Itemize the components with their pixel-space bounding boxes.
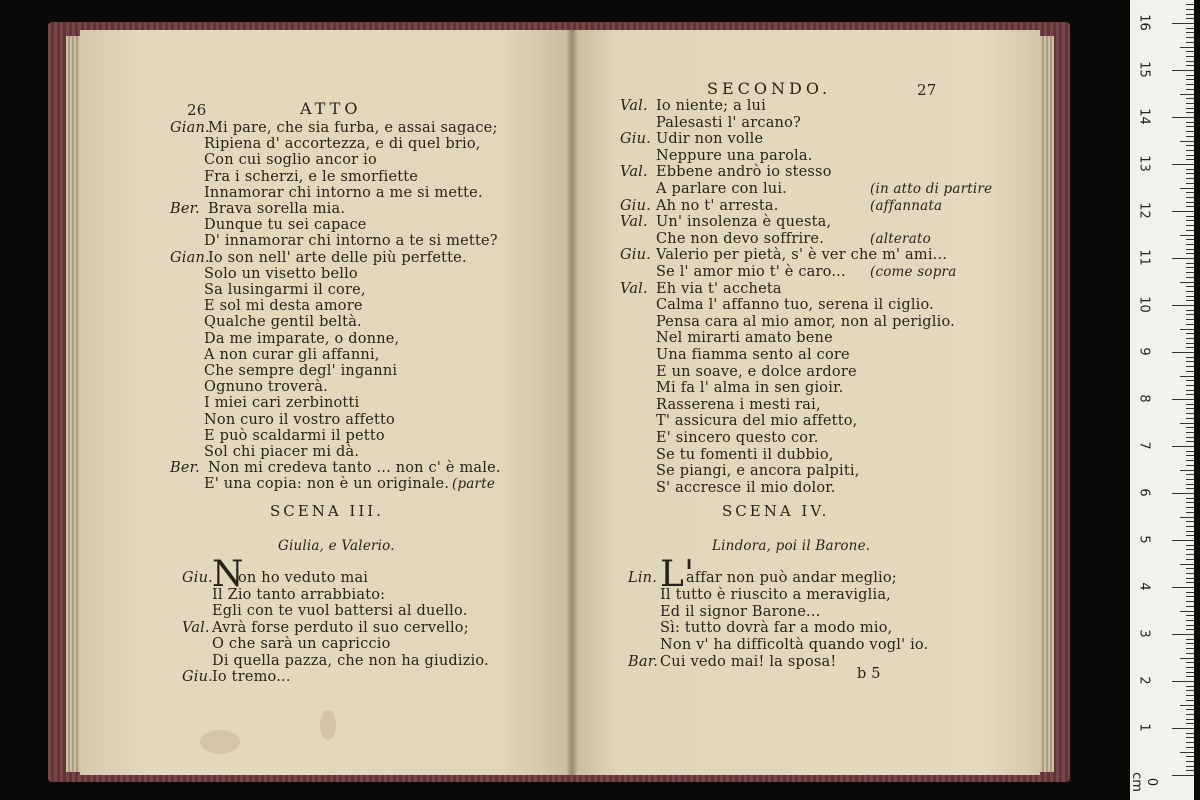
verse-line: Sol chi piacer mi dà. <box>204 444 360 460</box>
stage-direction: (in atto di partire <box>870 181 993 197</box>
ruler-tick <box>1186 291 1194 292</box>
speaker-label: Ber. <box>170 201 200 217</box>
stage-direction: (affannata <box>870 197 943 214</box>
ruler-tick <box>1186 549 1194 550</box>
ruler-tick <box>1186 460 1194 461</box>
ruler-tick <box>1172 211 1194 212</box>
ruler-tick <box>1180 470 1194 471</box>
verse-line: Ripiena d' accortezza, e di quel brio, <box>204 136 481 153</box>
ruler-tick <box>1186 535 1194 536</box>
verse-line: Io son nell' arte delle più perfette. <box>208 249 467 266</box>
ruler-tick <box>1186 479 1194 480</box>
ruler-tick <box>1186 42 1194 43</box>
ruler-tick <box>1172 634 1194 635</box>
ruler-label: 0 cm <box>1129 772 1159 792</box>
ruler-tick <box>1186 136 1194 137</box>
verse-line: Fra i scherzi, e le smorfiette <box>204 168 419 185</box>
ruler-tick <box>1186 361 1194 362</box>
verse-line: Mi fa l' alma in sen gioir. <box>656 380 844 397</box>
ruler-tick <box>1186 220 1194 221</box>
ruler-tick <box>1186 249 1194 250</box>
verse-line: Rasserena i mesti rai, <box>656 396 821 413</box>
speaker-label: Giu. <box>182 570 213 586</box>
ruler-tick <box>1186 380 1194 381</box>
ruler-label: 9 <box>1136 347 1152 356</box>
ruler-tick <box>1186 498 1194 499</box>
ruler-tick <box>1186 150 1194 151</box>
ruler-tick <box>1186 239 1194 240</box>
ruler-tick <box>1180 611 1194 612</box>
verse-line: Calma l' affanno tuo, serena il ciglio. <box>656 297 934 314</box>
ruler-tick <box>1186 451 1194 452</box>
speaker-label: Gian. <box>170 249 210 266</box>
ruler-tick <box>1186 723 1194 724</box>
verse-line: Solo un visetto bello <box>204 265 358 282</box>
ruler-tick <box>1186 672 1194 673</box>
verse-line: Ed il signor Barone... <box>660 603 821 620</box>
ruler-tick <box>1186 766 1194 767</box>
ruler-tick <box>1186 653 1194 654</box>
verse-line: Il Zio tanto arrabbiato: <box>212 586 386 603</box>
ruler-label: 3 <box>1136 629 1152 638</box>
verse-line: on ho veduto mai <box>238 570 369 586</box>
ruler-tick <box>1186 253 1194 254</box>
ruler-tick <box>1186 65 1194 66</box>
ruler-tick <box>1186 737 1194 738</box>
ruler-tick <box>1172 493 1194 494</box>
ruler-tick <box>1186 601 1194 602</box>
ruler-tick <box>1172 352 1194 353</box>
verse-line: Una fiamma sento al core <box>656 347 850 363</box>
ruler-tick <box>1186 408 1194 409</box>
ruler-tick <box>1186 620 1194 621</box>
verse-line: Sì: tutto dovrà far a modo mio, <box>660 620 893 637</box>
ruler-tick <box>1186 14 1194 15</box>
scene-title: SCENA IV. <box>722 502 830 520</box>
ruler-tick <box>1186 662 1194 663</box>
ruler-tick <box>1186 531 1194 532</box>
ruler-tick <box>1186 126 1194 127</box>
scene-characters: Lindora, poi il Barone. <box>712 538 871 554</box>
ruler-tick <box>1186 61 1194 62</box>
ruler-tick <box>1186 230 1194 231</box>
verse-line: Il tutto è riuscito a meraviglia, <box>660 586 891 603</box>
ruler-tick <box>1186 155 1194 156</box>
left-page <box>80 30 574 775</box>
ruler-label: 13 <box>1136 155 1152 172</box>
ruler-tick <box>1186 173 1194 174</box>
ruler-tick <box>1172 540 1194 541</box>
ruler-tick <box>1186 733 1194 734</box>
verse-line: Che non devo soffrire. <box>656 230 825 247</box>
verse-line: Eh via t' accheta <box>656 280 782 297</box>
ruler-tick <box>1186 338 1194 339</box>
ruler-tick <box>1186 272 1194 273</box>
verse-line: Io niente; a lui <box>656 98 766 114</box>
ruler-label: 6 <box>1136 488 1152 497</box>
verse-line: E' sincero questo cor. <box>656 430 819 446</box>
ruler-tick <box>1186 263 1194 264</box>
ruler-tick <box>1186 526 1194 527</box>
ruler-tick <box>1186 37 1194 38</box>
right-page <box>572 30 1040 775</box>
ruler-tick <box>1186 521 1194 522</box>
ruler-tick <box>1180 376 1194 377</box>
speaker-label: Bar. <box>628 654 659 670</box>
ruler-label: 14 <box>1136 108 1152 125</box>
ruler-tick <box>1186 4 1194 5</box>
verse-line: A parlare con lui. <box>656 181 787 197</box>
ruler-label: 16 <box>1136 14 1152 31</box>
ruler-label: 15 <box>1136 61 1152 78</box>
ruler-tick <box>1186 244 1194 245</box>
ruler-tick <box>1186 390 1194 391</box>
verse-line: Ah no t' arresta. <box>656 197 779 214</box>
stage-direction: (come sopra <box>870 264 957 280</box>
ruler-tick <box>1172 258 1194 259</box>
page-number: 26 <box>187 101 207 119</box>
ruler-tick <box>1186 695 1194 696</box>
verse-line: Neppure una parola. <box>656 147 813 164</box>
ruler-tick <box>1186 197 1194 198</box>
ruler-tick <box>1186 700 1194 701</box>
ruler-tick <box>1186 32 1194 33</box>
verse-line: I miei cari zerbinotti <box>204 395 360 412</box>
ruler-tick <box>1186 465 1194 466</box>
ruler-tick <box>1186 357 1194 358</box>
ruler-tick <box>1172 587 1194 588</box>
stage-direction: (parte <box>452 476 496 493</box>
ruler-tick <box>1186 89 1194 90</box>
verse-line: Innamorar chi intorno a me si mette. <box>204 184 483 201</box>
ruler-tick <box>1186 225 1194 226</box>
speaker-label: Lin. <box>628 570 658 586</box>
verse-line: E' una copia: non è un originale. <box>204 476 450 493</box>
ruler-tick <box>1180 564 1194 565</box>
ruler-tick <box>1186 606 1194 607</box>
ruler-tick <box>1186 432 1194 433</box>
ruler-tick <box>1186 159 1194 160</box>
ruler-tick <box>1186 568 1194 569</box>
ruler-tick <box>1186 676 1194 677</box>
ruler-tick <box>1186 502 1194 503</box>
signature-mark: b 5 <box>857 666 881 682</box>
verse-line: S' accresce il mio dolor. <box>656 479 836 496</box>
ruler-tick <box>1186 333 1194 334</box>
ruler-label: 5 <box>1136 535 1152 544</box>
ruler-tick <box>1172 399 1194 400</box>
ruler-tick <box>1186 122 1194 123</box>
ruler-tick <box>1186 747 1194 748</box>
ruler-tick <box>1186 545 1194 546</box>
verse-line: O che sarà un capriccio <box>212 636 391 652</box>
running-head: ATTO <box>300 99 362 118</box>
speaker-label: Giu. <box>620 131 651 148</box>
ruler-tick <box>1186 216 1194 217</box>
ruler-tick <box>1186 343 1194 344</box>
ruler-tick <box>1186 366 1194 367</box>
verse-line: E un soave, e dolce ardore <box>656 363 857 380</box>
ruler-tick <box>1186 437 1194 438</box>
ruler-tick <box>1186 319 1194 320</box>
ruler-tick <box>1186 413 1194 414</box>
verse-line: Dunque tu sei capace <box>204 217 367 234</box>
ruler-tick <box>1186 371 1194 372</box>
ruler-tick <box>1186 484 1194 485</box>
ruler-tick <box>1186 286 1194 287</box>
ruler-tick <box>1186 615 1194 616</box>
ruler-tick <box>1186 756 1194 757</box>
ruler-tick <box>1186 18 1194 19</box>
ruler-tick <box>1186 714 1194 715</box>
ruler-tick <box>1186 578 1194 579</box>
speaker-label: Val. <box>620 164 648 181</box>
ruler-tick <box>1186 690 1194 691</box>
ruler-tick <box>1186 145 1194 146</box>
speaker-label: Val. <box>620 280 648 297</box>
ruler-tick <box>1186 709 1194 710</box>
ruler-tick <box>1186 582 1194 583</box>
verse-line: Con cui soglio ancor io <box>204 152 377 169</box>
verse-line: Non curo il vostro affetto <box>204 411 395 428</box>
verse-line: Da me imparate, o donne, <box>204 330 400 347</box>
ruler-tick <box>1186 314 1194 315</box>
ruler-tick <box>1186 98 1194 99</box>
paper-stain <box>200 730 240 754</box>
ruler-tick <box>1172 23 1194 24</box>
verse-line: Mi pare, che sia furba, e assai sagace; <box>208 120 498 136</box>
verse-line: Nel mirarti amato bene <box>656 330 833 347</box>
ruler-tick <box>1186 559 1194 560</box>
ruler-tick <box>1186 474 1194 475</box>
ruler-tick <box>1186 192 1194 193</box>
ruler-tick <box>1172 681 1194 682</box>
ruler-tick <box>1186 488 1194 489</box>
scene-characters: Giulia, e Valerio. <box>278 538 395 554</box>
speaker-label: Val. <box>182 619 210 636</box>
ruler-tick <box>1186 742 1194 743</box>
ruler-tick <box>1186 648 1194 649</box>
ruler-tick <box>1186 296 1194 297</box>
page-number: 27 <box>917 81 937 99</box>
verse-line: T' assicura del mio affetto, <box>656 413 858 430</box>
verse-line: E sol mi desta amore <box>204 298 363 315</box>
ruler-tick <box>1186 347 1194 348</box>
ruler-tick <box>1186 103 1194 104</box>
ruler-tick <box>1186 512 1194 513</box>
ruler-tick <box>1186 418 1194 419</box>
verse-line: Se piangi, e ancora palpiti, <box>656 463 860 480</box>
ruler-tick <box>1186 507 1194 508</box>
ruler-label: 4 <box>1136 582 1152 591</box>
ruler-tick <box>1186 441 1194 442</box>
ruler-label: 8 <box>1136 394 1152 403</box>
ruler-tick <box>1172 728 1194 729</box>
running-head: SECONDO. <box>707 79 832 98</box>
verse-line: Brava sorella mia. <box>208 201 346 217</box>
ruler-tick <box>1186 183 1194 184</box>
ruler-label: 11 <box>1136 249 1152 266</box>
speaker-label: Giu. <box>620 197 651 214</box>
speaker-label: Val. <box>620 98 648 114</box>
ruler-tick <box>1180 94 1194 95</box>
ruler-tick <box>1186 573 1194 574</box>
ruler-tick <box>1180 658 1194 659</box>
ruler-tick <box>1186 178 1194 179</box>
ruler-tick <box>1172 775 1194 776</box>
verse-line: Palesasti l' arcano? <box>656 114 801 131</box>
ruler-tick <box>1186 625 1194 626</box>
ruler-tick <box>1186 131 1194 132</box>
ruler-label: 7 <box>1136 441 1152 450</box>
speaker-label: Giu. <box>182 669 213 685</box>
ruler-tick <box>1186 770 1194 771</box>
ruler-tick <box>1186 324 1194 325</box>
ruler-tick <box>1186 592 1194 593</box>
drop-cap: L' <box>660 554 695 595</box>
verse-line: Sa lusingarmi il core, <box>204 282 366 298</box>
drop-cap: N <box>212 554 244 595</box>
ruler-tick <box>1186 404 1194 405</box>
ruler-label: 1 <box>1136 723 1152 732</box>
speaker-label: Ber. <box>170 460 200 477</box>
paper-stain <box>320 710 336 740</box>
ruler-tick <box>1186 28 1194 29</box>
scene-title: SCENA III. <box>270 502 384 520</box>
verse-line: Valerio per pietà, s' è ver che m' ami... <box>656 247 948 264</box>
verse-line: Cui vedo mai! la sposa! <box>660 654 837 670</box>
ruler-tick <box>1172 164 1194 165</box>
ruler-tick <box>1186 300 1194 301</box>
ruler-tick <box>1186 394 1194 395</box>
verse-line: Ognuno troverà. <box>204 379 328 396</box>
ruler-tick <box>1180 282 1194 283</box>
book-gutter <box>566 30 578 775</box>
ruler-tick <box>1180 752 1194 753</box>
ruler-tick <box>1186 639 1194 640</box>
ruler-tick <box>1180 47 1194 48</box>
ruler-tick <box>1186 9 1194 10</box>
ruler-tick <box>1186 554 1194 555</box>
ruler-tick <box>1186 596 1194 597</box>
ruler-tick <box>1186 310 1194 311</box>
verse-line: Udir non volle <box>656 131 764 148</box>
measuring-ruler <box>1130 0 1194 800</box>
ruler-tick <box>1186 686 1194 687</box>
ruler-tick <box>1180 235 1194 236</box>
ruler-tick <box>1186 56 1194 57</box>
ruler-tick <box>1186 427 1194 428</box>
ruler-tick <box>1186 455 1194 456</box>
ruler-tick <box>1180 705 1194 706</box>
ruler-tick <box>1186 277 1194 278</box>
speaker-label: Val. <box>620 214 648 231</box>
verse-line: affar non può andar meglio; <box>686 570 897 586</box>
ruler-tick <box>1186 643 1194 644</box>
ruler-tick <box>1180 329 1194 330</box>
ruler-tick <box>1186 719 1194 720</box>
verse-line: Pensa cara al mio amor, non al periglio. <box>656 313 955 330</box>
ruler-tick <box>1186 169 1194 170</box>
verse-line: Se tu fomenti il dubbio, <box>656 446 834 463</box>
ruler-tick <box>1186 629 1194 630</box>
verse-line: Io tremo... <box>212 669 291 685</box>
verse-line: Ebbene andrò io stesso <box>656 164 832 181</box>
verse-line: D' innamorar chi intorno a te si mette? <box>204 233 498 250</box>
verse-line: Non mi credeva tanto ... non c' è male. <box>208 460 501 477</box>
speaker-label: Giu. <box>620 247 651 264</box>
ruler-tick <box>1172 70 1194 71</box>
ruler-tick <box>1180 423 1194 424</box>
stage-direction: (alterato <box>870 230 931 247</box>
ruler-tick <box>1180 517 1194 518</box>
ruler-label: 12 <box>1136 202 1152 219</box>
ruler-tick <box>1180 141 1194 142</box>
ruler-tick <box>1172 446 1194 447</box>
ruler-tick <box>1172 117 1194 118</box>
ruler-tick <box>1186 51 1194 52</box>
verse-line: Qualche gentil beltà. <box>204 314 362 331</box>
verse-line: Avrà forse perduto il suo cervello; <box>212 619 469 636</box>
ruler-tick <box>1186 267 1194 268</box>
ruler-label: 10 <box>1136 296 1152 313</box>
ruler-label: 2 <box>1136 676 1152 685</box>
verse-line: Un' insolenza è questa, <box>656 214 832 231</box>
ruler-tick <box>1186 385 1194 386</box>
verse-line: Se l' amor mio t' è caro... <box>656 264 846 280</box>
ruler-tick <box>1186 112 1194 113</box>
ruler-tick <box>1186 761 1194 762</box>
ruler-tick <box>1172 305 1194 306</box>
verse-line: Egli con te vuol battersi al duello. <box>212 603 468 619</box>
speaker-label: Gian. <box>170 120 210 136</box>
ruler-tick <box>1186 75 1194 76</box>
ruler-tick <box>1186 667 1194 668</box>
ruler-tick <box>1186 206 1194 207</box>
ruler-tick <box>1186 108 1194 109</box>
ruler-tick <box>1186 84 1194 85</box>
ruler-tick <box>1180 188 1194 189</box>
verse-line: A non curar gli affanni, <box>204 346 380 363</box>
ruler-tick <box>1186 202 1194 203</box>
verse-line: Non v' ha difficoltà quando vogl' io. <box>660 637 929 654</box>
verse-line: E può scaldarmi il petto <box>204 427 385 444</box>
verse-line: Che sempre degl' inganni <box>204 363 398 379</box>
ruler-tick <box>1186 79 1194 80</box>
verse-line: Di quella pazza, che non ha giudizio. <box>212 652 489 669</box>
